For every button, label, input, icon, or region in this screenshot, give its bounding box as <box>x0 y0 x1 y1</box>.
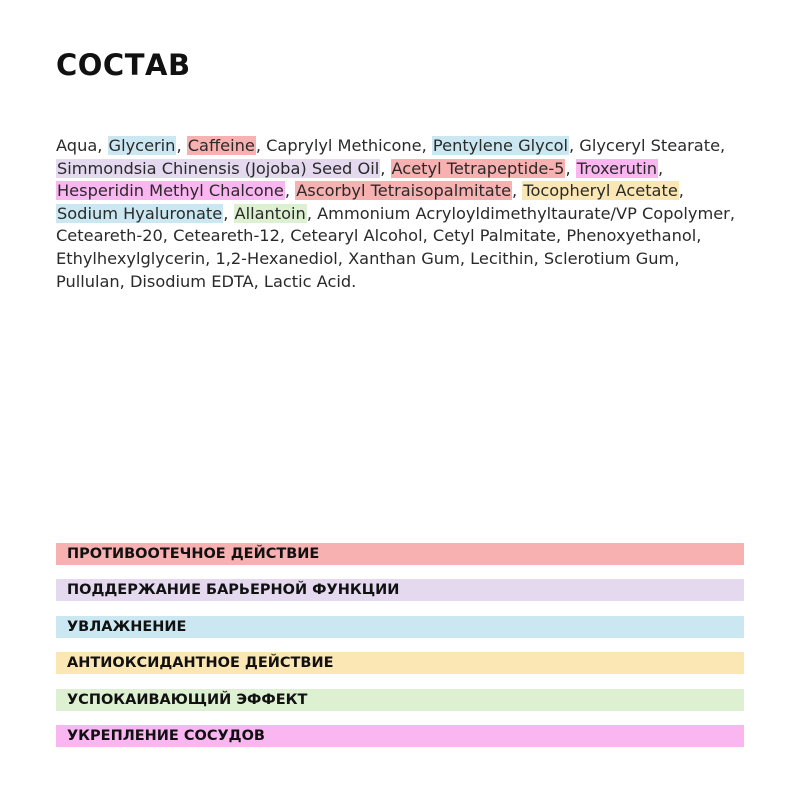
ingredient: Sclerotium Gum <box>543 248 675 268</box>
ingredient: Phenoxyethanol <box>566 226 697 246</box>
ingredient: Troxerutin <box>576 158 658 178</box>
ingredient: Caprylyl Methicone <box>266 136 422 155</box>
legend-item-vessels: УКРЕПЛЕНИЕ СОСУДОВ <box>56 725 744 747</box>
ingredient: Pentylene Glycol <box>432 136 568 155</box>
legend-item-anti-edema: ПРОТИВООТЕЧНОЕ ДЕЙСТВИЕ <box>56 543 744 565</box>
ingredient: Simmondsia Chinensis (Jojoba) Seed Oil <box>57 158 380 178</box>
legend-item-antioxidant: АНТИОКСИДАНТНОЕ ДЕЙСТВИЕ <box>56 652 744 674</box>
ingredient: Glycerin <box>108 136 176 155</box>
legend-item-moisturizing: УВЛАЖНЕНИЕ <box>56 616 744 638</box>
ingredient: Ceteareth-20 <box>56 226 163 246</box>
legend-item-barrier: ПОДДЕРЖАНИЕ БАРЬЕРНОЙ ФУНКЦИИ <box>56 579 744 601</box>
ingredient: Sodium Hyaluronate <box>57 203 223 223</box>
ingredient: Cetearyl Alcohol <box>290 226 423 246</box>
ingredient: Acetyl Tetrapeptide-5 <box>391 158 565 178</box>
ingredient: Hesperidin Methyl Chalcone <box>57 181 284 201</box>
ingredient: Ascorbyl Tetraisopalmitate <box>296 181 512 201</box>
ingredient: 1,2-Hexanediol <box>215 248 338 268</box>
ingredient: Glyceryl Stearate <box>579 136 721 155</box>
ingredient: Caffeine <box>187 136 255 155</box>
ingredient: Lactic Acid <box>263 271 352 291</box>
ingredient: Ceteareth-12 <box>173 226 280 246</box>
ingredient: Ammonium Acryloyldimethyltaurate/VP Copolymer <box>317 203 730 223</box>
ingredient: Disodium EDTA <box>129 271 254 291</box>
ingredients-list: Aqua, Glycerin, Caffeine, Caprylyl Methicone, Pentylene Glycol, Glyceryl Stearate, Simmondsia Chinensis (Jojoba) Seed Oil, Acetyl Tetrapeptide-5, Troxerutin, Hesperidin Methyl Chalcone, Ascorbyl Tetraisopalmitate, Tocopheryl Acetate, Sodium Hyaluronate, Allantoin, Ammonium Acryloyldimethyltaurate/VP Copolymer, Ceteareth-20, Ceteareth-12, Cetearyl Alcohol, Cetyl Palmitate, Phenoxyethanol, Ethylhexylglycerin, 1,2-Hexanediol, Xanthan Gum, Lecithin, Sclerotium Gum, Pullulan, Disodium EDTA, Lactic Acid. <box>56 136 735 291</box>
ingredient: Tocopheryl Acetate <box>523 181 678 201</box>
ingredient: Ethylhexylglycerin <box>56 248 206 268</box>
legend-item-soothing: УСПОКАИВАЮЩИЙ ЭФФЕКТ <box>56 689 744 711</box>
ingredient: Cetyl Palmitate <box>432 226 557 246</box>
ingredient: Aqua <box>56 136 98 155</box>
ingredient: Lecithin <box>470 248 534 268</box>
ingredient: Allantoin <box>234 203 306 223</box>
page-title: СОСТАВ <box>56 48 191 82</box>
ingredient: Xanthan Gum <box>348 248 460 268</box>
ingredient: Pullulan <box>56 271 120 291</box>
